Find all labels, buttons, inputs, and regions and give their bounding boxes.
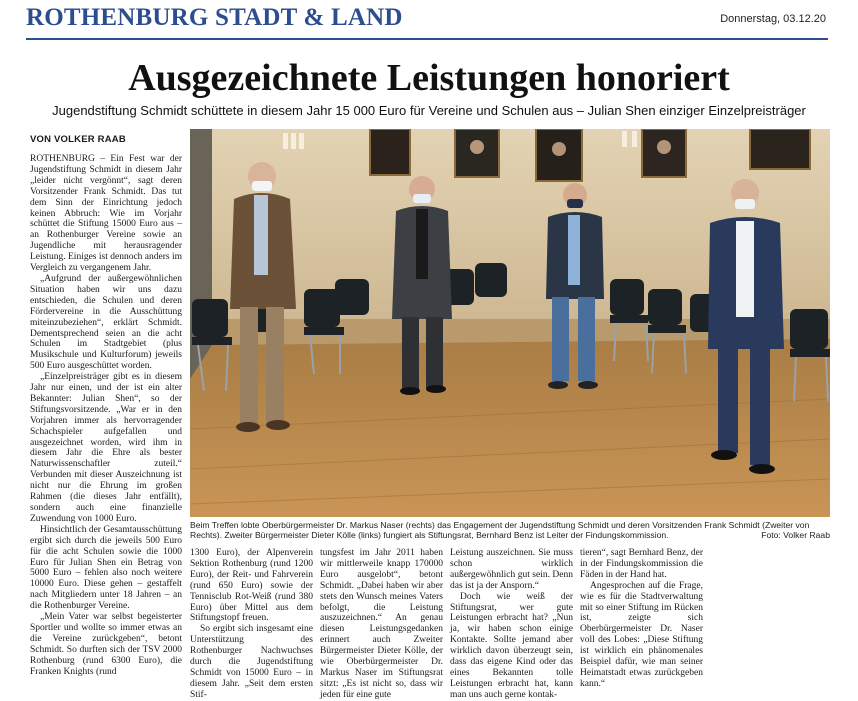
paragraph: tieren“, sagt Bernhard Benz, der in der Findungskommission die Fäden in der Hand hat. — [580, 548, 703, 580]
article-column-bottom-1 — [190, 548, 313, 701]
article-photo — [190, 129, 830, 517]
paragraph: 1300 Euro), der Alpenverein Sektion Rothenburg (rund 1200 Euro), der Reit- und Fahrverein (rund 650 Euro) sowie der Tennisclub Rot-Weiß (rund 380 Euro) über Mittel aus dem Stiftungstopf freuen. — [190, 548, 313, 624]
article-column-bottom-4 — [580, 548, 703, 701]
article-column-bottom-2 — [320, 548, 443, 701]
article-byline: VON VOLKER RAAB — [30, 134, 126, 145]
article-column-bottom-3 — [450, 548, 573, 701]
paragraph: tungsfest im Jahr 2011 haben wir mittlerweile knapp 170000 Euro ausgelobt“, betont Schmidt. „Dabei haben wir aber stets den Wunsch meines Vaters befolgt, die Leistung auszuzeichnen.“ An genau diesen Leistungsgedanken erinnert auch Zweiter Bürgermeister Dieter Kölle, der wie Oberbürgermeister Dr. Markus Naser im Stiftungsrat sitzt: „Es ist nicht so, dass wir jeden für eine gute — [320, 548, 443, 700]
paragraph: So ergibt sich insgesamt eine Unterstützung des Rothenburger Nachwuchses durch die Jugendstiftung Schmidt von 15000 Euro – in diesem Jahr. „Seit dem ersten Stif- — [190, 624, 313, 700]
paragraph: „Einzelpreisträger gibt es in diesem Jahr nur einen, und der ist ein alter Bekannter: Julian Shen“, so der Stiftungsvorsitzende. „War er in den Vorjahren immer als hervorragender Schachspieler aufgefallen und ausgezeichnet worden, wird ihm in diesem Jahr die Ehre als bester Naturwissenschaftler zuteil.“ Verbunden mit dieser Auszeichnung ist nicht nur die Ehrung im großen Rahmen (die dieses Jahr entfällt), sondern auch eine finanzielle Zuwendung von 1000 Euro. — [30, 372, 182, 524]
article-subheadline: Jugendstiftung Schmidt schüttete in diesem Jahr 15 000 Euro für Vereine und Schulen aus – Julian Shen einziger Einzelpreisträger — [52, 103, 806, 118]
paragraph: ROTHENBURG – Ein Fest war der Jugendstiftung Schmidt in diesem Jahr „leider nicht vergönnt“, sagt deren Vorsitzender Frank Schmidt. Das tut dem Sinn der Einrichtung jedoch keinen Abbruch: Wie im Vorjahr schüttet die Stiftung 15000 Euro aus – an Rothenburger Vereine sowie an Jugendliche mit herausragender Leistung. Einiges ist dennoch anders im Vergleich zu vergangenem Jahr. — [30, 154, 182, 274]
paragraph: Leistung auszeichnen. Sie muss schon wirklich außergewöhnlich gut sein. Denn das ist ja der Ansporn.“ — [450, 548, 573, 591]
page-date: Donnerstag, 03.12.20 — [720, 13, 826, 25]
paragraph: Angesprochen auf die Frage, wie es für die Stadtverwaltung mit so einer Stiftung im Rücken ist, zeigte sich Oberbürgermeister Dr. Naser voll des Lobes: „Diese Stiftung ist wirklich ein phänomenales Beispiel dafür, wie man seiner Heimatstadt etwas zurückgeben kann.“ — [580, 580, 703, 689]
header-rule — [26, 38, 828, 40]
photo-illustration — [190, 129, 830, 517]
section-title: ROTHENBURG STADT & LAND — [26, 4, 403, 31]
photo-credit: Foto: Volker Raab — [761, 530, 830, 540]
article-bottom-columns — [190, 548, 830, 701]
paragraph: „Mein Vater war selbst begeisterter Sportler und wollte so immer etwas an die Vereine zurückgeben“, betont Schmidt. So durften sich der TSV 2000 Rothenburg (rund 6300 Euro), die Franken Knights (rund — [30, 612, 182, 677]
paragraph: Doch wie weiß der Stiftungsrat, wer gute Leistungen erbracht hat? „Nun ja, wir haben schon einige Kontakte. Sollte jemand aber wirklich davon überzeugt sein, dass das eigene Kind oder das eines Bekannten tolle Leistungen erbracht hat, kann man uns auch gerne kontak- — [450, 591, 573, 700]
paragraph: „Aufgrund der außergewöhnlichen Situation haben wir uns dazu entschieden, die Schulen und deren Fördervereine in die Ausschüttung miteinzubeziehen“, erklärt Schmidt. Dementsprechend seien an die acht Schulen im Stadtgebiet (plus Musikschule und Kulturforum) jeweils 500 Euro ausgeschüttet worden. — [30, 273, 182, 372]
photo-caption-text: Beim Treffen lobte Oberbürgermeister Dr. Markus Naser (rechts) das Engagement der Jugendstiftung Schmidt und deren Vorsitzenden Frank Schmidt (Zweiter von Rechts). Zweiter Bürgermeister Dieter Kölle (links) fungiert als Stiftungsrat, Bernhard Benz ist Leiter der Findungskommission. — [190, 520, 810, 540]
article-headline: Ausgezeichnete Leistungen honoriert — [128, 57, 730, 99]
photo-caption — [190, 520, 830, 540]
paragraph: Hinsichtlich der Gesamtausschüttung ergibt sich durch die jeweils 500 Euro für die acht Schulen sowie die 1000 Euro für Julian Shen ein Betrag von 5000 Euro – fehlen also noch weitere 10000 Euro. Diese gehen – gestaffelt nach Mitgliedern unter 18 Jahren – an die Rothenburger Vereine. — [30, 524, 182, 612]
article-column-left — [30, 154, 182, 678]
